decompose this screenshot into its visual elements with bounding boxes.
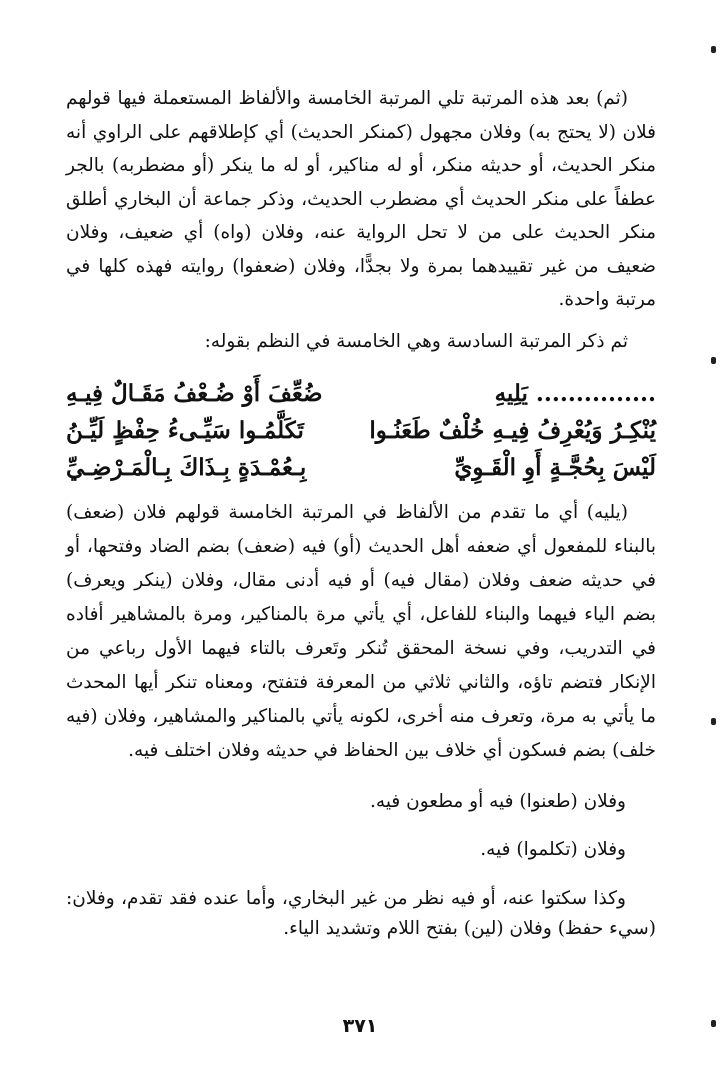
poem-verse-1 xyxy=(66,375,656,412)
margin-mark-icon xyxy=(711,1020,716,1027)
verse-2-first-hemistich: يُنْكِـرُ وَيُعْرِفُ فِيـهِ خُلْفٌ طَعَنُـوا xyxy=(369,417,656,444)
page-content xyxy=(66,82,656,962)
margin-mark-icon xyxy=(711,46,716,53)
paragraph-1: (ثم) بعد هذه المرتبة تلي المرتبة الخامسة والألفاظ المستعملة فيها قولهم فلان (لا يحتج به) وفلان مجهول (كمنكر الحديث) أي كإطلاقهم على الراوي أنه منكر الحديث، أو حديثه منكر، أو له مناكير، أو له ما ينكر (أو مضطربه) بالجر عطفاً على منكر الحديث أي مضطرب الحديث، وذكر جماعة أن البخاري أطلق منكر الحديث على من لا تحل الرواية عنه، وفلان (واه) أي ضعيف، وفلان ضعيف من غير تقييدهما بمرة ولا بجدًّا، وفلان (ضعفوا) روايته فهذه كلها في مرتبة واحدة. xyxy=(66,88,656,310)
paragraph-3: (يليه) أي ما تقدم من الألفاظ في المرتبة الخامسة قولهم فلان (ضعف) بالبناء للمفعول أي ضعفه أهل الحديث (أو) فيه (ضعف) بضم الضاد وفتحها، أو في حديثه ضعف وفلان (مقال فيه) أو فيه أدنى مقال، وفلان (ينكر ويعرف) بضم الياء فيهما والبناء للفاعل، أي يأتي مرة بالمناكير، ومرة بالمشاهير أفاده في التدريب، وفي نسخة المحقق تُنكر وتَعرف بالتاء فيهما الأول رباعي من الإنكار فتضم تاؤه، والثاني ثلاثي من المعرفة فتفتح، ومعناه تنكر أيها المحدث ما يأتي به مرة، وتعرف منه أخرى، لكونه يأتي بالمناكير والمشاهير، وفلان (فيه خلف) بضم فسكون أي خلاف بين الحفاظ في حديثه وفلان اختلف فيه. xyxy=(66,502,656,761)
margin-mark-icon xyxy=(711,357,716,364)
verse-3-second-hemistich: بِـعُمْـدَةٍ بِـذَاكَ بِـالْمَـرْضِـيِّ xyxy=(66,454,307,481)
paragraph-2: ثم ذكر المرتبة السادسة وهي الخامسة في النظم بقوله: xyxy=(204,330,628,352)
poem-verse-3 xyxy=(66,449,656,486)
paragraph-5: وفلان (تكلموا) فيه. xyxy=(480,839,626,860)
verse-3-first-hemistich: لَيْسَ بِحُجَّـةٍ أَوِ الْقَـوِيِّ xyxy=(454,454,656,481)
poem-block xyxy=(66,375,656,486)
poem-verse-2 xyxy=(66,412,656,449)
verse-2-second-hemistich: تَكَلَّمُـوا سَيِّـىءُ حِفْظٍ لَيِّـنُ xyxy=(66,417,304,444)
paragraph-4: وفلان (طعنوا) فيه أو مطعون فيه. xyxy=(370,790,626,812)
margin-mark-icon xyxy=(711,718,716,725)
page-number: ٣٧١ xyxy=(342,1015,378,1037)
verse-1-first-hemistich: ............... يَلِيهِ xyxy=(494,380,656,407)
verse-1-second-hemistich: ضُعِّفَ أَوْ ضُـعْفُ مَقَـالٌ فِيـهِ xyxy=(66,380,323,407)
paragraph-6: وكذا سكتوا عنه، أو فيه نظر من غير البخاري، وأما عنده فقد تقدم، وفلان: (سيء حفظ) وفلان (لين) بفتح اللام وتشديد الياء. xyxy=(66,887,656,939)
